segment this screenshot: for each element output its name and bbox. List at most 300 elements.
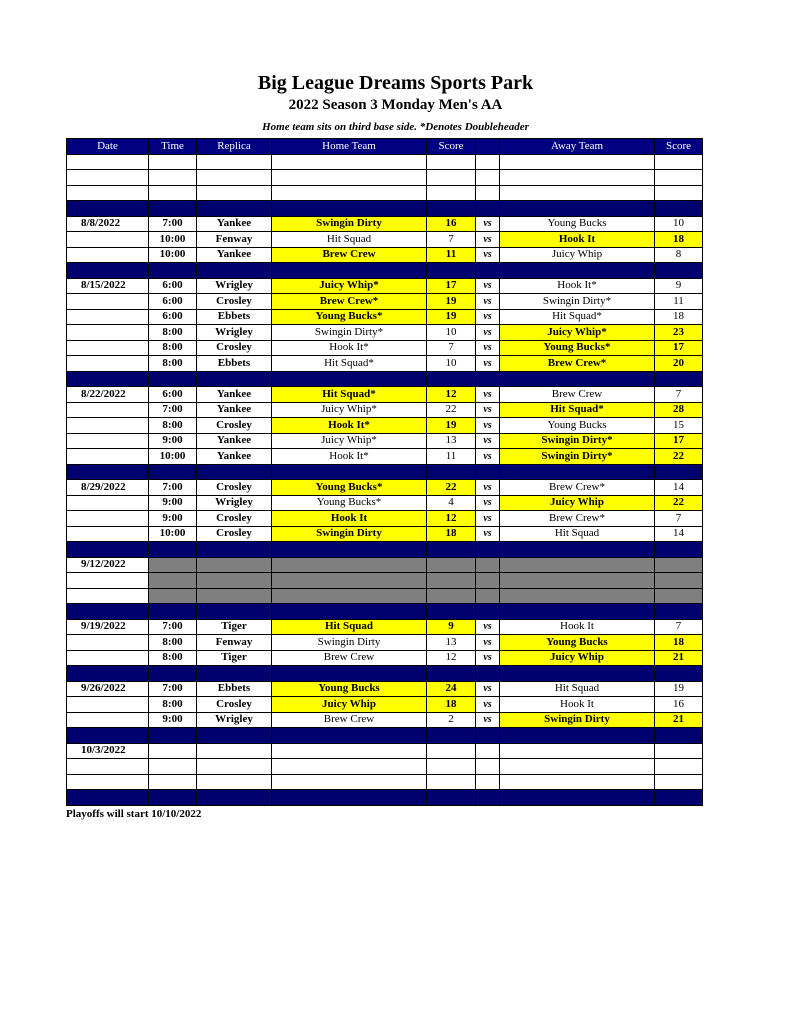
time-cell: 8:00 [149, 418, 197, 434]
replica-cell [197, 263, 272, 279]
date-cell [67, 185, 149, 201]
time-cell: 7:00 [149, 619, 197, 635]
away-score-cell: 15 [655, 418, 703, 434]
date-cell [67, 774, 149, 790]
home-team-cell [272, 201, 427, 217]
time-cell: 7:00 [149, 480, 197, 496]
game-row [67, 340, 703, 356]
home-team-cell: Hit Squad [272, 232, 427, 248]
week-separator-row [67, 464, 703, 480]
home-score-cell [427, 371, 476, 387]
away-team-cell [500, 774, 655, 790]
time-cell [149, 604, 197, 620]
replica-cell: Tiger [197, 650, 272, 666]
away-team-cell [500, 542, 655, 558]
away-team-cell: Hit Squad [500, 681, 655, 697]
home-team-cell [272, 774, 427, 790]
home-score-cell [427, 759, 476, 775]
date-cell [67, 790, 149, 806]
away-team-cell [500, 371, 655, 387]
empty-row [67, 154, 703, 170]
replica-cell [197, 774, 272, 790]
home-score-cell: 19 [427, 294, 476, 310]
away-team-cell: Brew Crew* [500, 511, 655, 527]
away-score-cell: 14 [655, 480, 703, 496]
home-score-cell: 11 [427, 449, 476, 465]
home-team-cell [272, 728, 427, 744]
game-row [67, 650, 703, 666]
date-cell [67, 573, 149, 589]
replica-cell: Wrigley [197, 325, 272, 341]
game-row [67, 511, 703, 527]
home-team-cell: Brew Crew [272, 712, 427, 728]
date-cell: 8/15/2022 [67, 278, 149, 294]
time-cell [149, 263, 197, 279]
away-score-cell [655, 588, 703, 604]
home-score-cell [427, 201, 476, 217]
replica-cell: Yankee [197, 449, 272, 465]
home-score-cell [427, 573, 476, 589]
time-cell: 10:00 [149, 247, 197, 263]
away-team-cell: Hook It* [500, 278, 655, 294]
away-score-cell [655, 185, 703, 201]
home-score-cell [427, 557, 476, 573]
home-team-cell: Hook It [272, 511, 427, 527]
replica-cell [197, 743, 272, 759]
time-cell: 10:00 [149, 449, 197, 465]
away-score-cell: 19 [655, 681, 703, 697]
home-score-cell [427, 790, 476, 806]
home-score-cell: 22 [427, 402, 476, 418]
time-cell [149, 666, 197, 682]
date-cell [67, 433, 149, 449]
away-team-cell [500, 185, 655, 201]
date-cell [67, 511, 149, 527]
away-team-cell [500, 154, 655, 170]
week-separator-row [67, 604, 703, 620]
home-team-cell: Brew Crew [272, 247, 427, 263]
vs-cell: vs [476, 511, 500, 527]
game-row [67, 309, 703, 325]
vs-cell: vs [476, 697, 500, 713]
page-title: Big League Dreams Sports Park [257, 72, 534, 94]
away-team-cell: Swingin Dirty* [500, 433, 655, 449]
date-cell [67, 154, 149, 170]
away-team-cell: Juicy Whip [500, 650, 655, 666]
home-score-cell: 12 [427, 387, 476, 403]
away-team-cell [500, 790, 655, 806]
vs-cell: vs [476, 635, 500, 651]
date-cell [67, 666, 149, 682]
time-cell [149, 464, 197, 480]
away-team-cell: Young Bucks [500, 635, 655, 651]
vs-cell: vs [476, 216, 500, 232]
home-team-cell: Hit Squad [272, 619, 427, 635]
date-cell: 10/3/2022 [67, 743, 149, 759]
game-row [67, 402, 703, 418]
date-cell: 9/26/2022 [67, 681, 149, 697]
vs-cell: vs [476, 681, 500, 697]
game-row [67, 697, 703, 713]
vs-cell [476, 185, 500, 201]
home-score-cell: 24 [427, 681, 476, 697]
column-header-replica: Replica [197, 139, 272, 155]
home-score-cell: 11 [427, 247, 476, 263]
away-team-cell [500, 573, 655, 589]
week-separator-row [67, 371, 703, 387]
home-team-cell: Young Bucks [272, 681, 427, 697]
home-team-cell [272, 170, 427, 186]
home-team-cell: Juicy Whip* [272, 402, 427, 418]
away-score-cell: 22 [655, 449, 703, 465]
date-cell [67, 650, 149, 666]
vs-cell: vs [476, 309, 500, 325]
time-cell [149, 573, 197, 589]
time-cell: 10:00 [149, 526, 197, 542]
away-score-cell: 7 [655, 387, 703, 403]
home-score-cell: 7 [427, 340, 476, 356]
away-score-cell: 21 [655, 712, 703, 728]
away-score-cell: 7 [655, 511, 703, 527]
vs-cell: vs [476, 294, 500, 310]
vs-cell [476, 371, 500, 387]
time-cell [149, 759, 197, 775]
home-score-cell [427, 666, 476, 682]
home-score-cell: 18 [427, 526, 476, 542]
home-team-cell: Swingin Dirty* [272, 325, 427, 341]
away-team-cell [500, 557, 655, 573]
home-team-cell: Hook It* [272, 418, 427, 434]
away-team-cell: Brew Crew* [500, 356, 655, 372]
date-cell [67, 170, 149, 186]
away-score-cell: 17 [655, 433, 703, 449]
page-subtitle: 2022 Season 3 Monday Men's AA [288, 97, 503, 113]
away-team-cell: Hit Squad [500, 526, 655, 542]
away-team-cell: Hook It [500, 619, 655, 635]
away-team-cell [500, 263, 655, 279]
home-score-cell [427, 464, 476, 480]
away-score-cell: 11 [655, 294, 703, 310]
time-cell: 6:00 [149, 309, 197, 325]
game-row [67, 325, 703, 341]
date-cell [67, 759, 149, 775]
time-cell: 8:00 [149, 356, 197, 372]
vs-cell [476, 573, 500, 589]
date-cell [67, 309, 149, 325]
week-separator-row [67, 666, 703, 682]
date-cell [67, 418, 149, 434]
time-cell: 9:00 [149, 712, 197, 728]
away-team-cell [500, 728, 655, 744]
home-score-cell: 19 [427, 309, 476, 325]
away-team-cell [500, 743, 655, 759]
replica-cell [197, 154, 272, 170]
time-cell [149, 154, 197, 170]
column-header-away-team: Away Team [500, 139, 655, 155]
time-cell: 8:00 [149, 325, 197, 341]
time-cell: 8:00 [149, 635, 197, 651]
home-team-cell: Hit Squad* [272, 356, 427, 372]
home-team-cell: Hit Squad* [272, 387, 427, 403]
away-score-cell [655, 170, 703, 186]
column-header-vs [476, 139, 500, 155]
vs-cell: vs [476, 278, 500, 294]
vs-cell: vs [476, 619, 500, 635]
replica-cell [197, 728, 272, 744]
away-team-cell: Young Bucks [500, 418, 655, 434]
away-team-cell: Swingin Dirty* [500, 294, 655, 310]
away-score-cell: 16 [655, 697, 703, 713]
away-team-cell: Young Bucks [500, 216, 655, 232]
home-score-cell: 12 [427, 511, 476, 527]
replica-cell: Tiger [197, 619, 272, 635]
away-team-cell [500, 759, 655, 775]
away-score-cell: 23 [655, 325, 703, 341]
home-team-cell: Hook It* [272, 340, 427, 356]
replica-cell [197, 588, 272, 604]
home-team-cell: Brew Crew* [272, 294, 427, 310]
home-team-cell: Juicy Whip* [272, 433, 427, 449]
date-cell [67, 697, 149, 713]
home-score-cell [427, 604, 476, 620]
game-row [67, 712, 703, 728]
date-cell: 8/29/2022 [67, 480, 149, 496]
away-score-cell [655, 371, 703, 387]
date-cell [67, 464, 149, 480]
away-team-cell: Brew Crew [500, 387, 655, 403]
time-cell: 7:00 [149, 216, 197, 232]
time-cell: 10:00 [149, 232, 197, 248]
away-score-cell: 28 [655, 402, 703, 418]
home-score-cell: 9 [427, 619, 476, 635]
time-cell: 7:00 [149, 402, 197, 418]
home-team-cell: Young Bucks* [272, 309, 427, 325]
away-team-cell: Juicy Whip [500, 495, 655, 511]
replica-cell [197, 464, 272, 480]
home-team-cell: Swingin Dirty [272, 635, 427, 651]
home-score-cell: 13 [427, 433, 476, 449]
home-score-cell [427, 154, 476, 170]
home-score-cell [427, 774, 476, 790]
cancelled-row [67, 557, 703, 573]
away-team-cell: Swingin Dirty* [500, 449, 655, 465]
replica-cell: Wrigley [197, 495, 272, 511]
table-header-row [67, 139, 703, 155]
vs-cell: vs [476, 340, 500, 356]
home-team-cell [272, 666, 427, 682]
away-score-cell [655, 464, 703, 480]
away-score-cell [655, 759, 703, 775]
home-score-cell [427, 185, 476, 201]
empty-row [67, 774, 703, 790]
vs-cell [476, 728, 500, 744]
away-score-cell [655, 154, 703, 170]
replica-cell [197, 759, 272, 775]
home-team-cell [272, 464, 427, 480]
week-separator-row [67, 201, 703, 217]
vs-cell [476, 170, 500, 186]
away-team-cell [500, 666, 655, 682]
vs-cell: vs [476, 495, 500, 511]
replica-cell: Yankee [197, 216, 272, 232]
home-team-cell: Swingin Dirty [272, 216, 427, 232]
away-score-cell: 9 [655, 278, 703, 294]
game-row [67, 526, 703, 542]
game-row [67, 433, 703, 449]
home-team-cell: Swingin Dirty [272, 526, 427, 542]
column-header-away-score: Score [655, 139, 703, 155]
away-score-cell: 20 [655, 356, 703, 372]
week-separator-row [67, 790, 703, 806]
date-cell [67, 325, 149, 341]
home-team-cell [272, 604, 427, 620]
home-score-cell [427, 170, 476, 186]
date-cell [67, 402, 149, 418]
replica-cell: Yankee [197, 387, 272, 403]
away-score-cell [655, 666, 703, 682]
vs-cell [476, 790, 500, 806]
home-team-cell [272, 154, 427, 170]
home-team-cell [272, 588, 427, 604]
column-header-home-team: Home Team [272, 139, 427, 155]
replica-cell: Yankee [197, 247, 272, 263]
replica-cell: Yankee [197, 433, 272, 449]
away-score-cell: 18 [655, 232, 703, 248]
replica-cell [197, 201, 272, 217]
replica-cell [197, 557, 272, 573]
time-cell: 9:00 [149, 433, 197, 449]
replica-cell: Yankee [197, 402, 272, 418]
vs-cell: vs [476, 247, 500, 263]
date-cell: 9/19/2022 [67, 619, 149, 635]
time-cell: 6:00 [149, 278, 197, 294]
game-row [67, 278, 703, 294]
vs-cell: vs [476, 650, 500, 666]
vs-cell [476, 542, 500, 558]
time-cell: 7:00 [149, 681, 197, 697]
replica-cell: Crosley [197, 418, 272, 434]
date-cell [67, 356, 149, 372]
replica-cell [197, 170, 272, 186]
game-row [67, 247, 703, 263]
replica-cell: Wrigley [197, 278, 272, 294]
time-cell [149, 170, 197, 186]
away-score-cell: 14 [655, 526, 703, 542]
game-row [67, 294, 703, 310]
home-team-cell: Hook It* [272, 449, 427, 465]
away-team-cell: Swingin Dirty [500, 712, 655, 728]
vs-cell [476, 774, 500, 790]
week-separator-row [67, 542, 703, 558]
away-score-cell [655, 774, 703, 790]
replica-cell [197, 185, 272, 201]
away-team-cell: Juicy Whip [500, 247, 655, 263]
replica-cell: Crosley [197, 294, 272, 310]
away-score-cell [655, 743, 703, 759]
vs-cell [476, 604, 500, 620]
away-score-cell [655, 542, 703, 558]
home-team-cell [272, 557, 427, 573]
game-row [67, 387, 703, 403]
date-cell: 8/22/2022 [67, 387, 149, 403]
vs-cell [476, 666, 500, 682]
home-team-cell [272, 263, 427, 279]
empty-row [67, 185, 703, 201]
away-score-cell: 7 [655, 619, 703, 635]
column-header-date: Date [67, 139, 149, 155]
away-team-cell: Young Bucks* [500, 340, 655, 356]
replica-cell: Crosley [197, 340, 272, 356]
time-cell: 6:00 [149, 294, 197, 310]
home-team-cell [272, 542, 427, 558]
away-score-cell: 17 [655, 340, 703, 356]
replica-cell: Crosley [197, 697, 272, 713]
replica-cell: Wrigley [197, 712, 272, 728]
home-score-cell: 10 [427, 325, 476, 341]
away-score-cell: 18 [655, 635, 703, 651]
vs-cell: vs [476, 232, 500, 248]
away-score-cell [655, 263, 703, 279]
home-team-cell: Young Bucks* [272, 495, 427, 511]
vs-cell [476, 743, 500, 759]
away-score-cell: 21 [655, 650, 703, 666]
date-cell [67, 263, 149, 279]
vs-cell [476, 759, 500, 775]
replica-cell: Ebbets [197, 681, 272, 697]
cancelled-row [67, 573, 703, 589]
away-team-cell: Juicy Whip* [500, 325, 655, 341]
away-team-cell: Hook It [500, 232, 655, 248]
home-score-cell [427, 263, 476, 279]
vs-cell: vs [476, 387, 500, 403]
replica-cell [197, 371, 272, 387]
away-score-cell [655, 201, 703, 217]
home-team-cell: Young Bucks* [272, 480, 427, 496]
week-separator-row [67, 728, 703, 744]
home-score-cell: 10 [427, 356, 476, 372]
away-score-cell: 10 [655, 216, 703, 232]
time-cell: 9:00 [149, 495, 197, 511]
vs-cell: vs [476, 526, 500, 542]
replica-cell [197, 542, 272, 558]
away-score-cell: 8 [655, 247, 703, 263]
away-team-cell [500, 604, 655, 620]
home-score-cell [427, 743, 476, 759]
game-row [67, 619, 703, 635]
empty-row [67, 743, 703, 759]
time-cell: 6:00 [149, 387, 197, 403]
date-cell: 9/12/2022 [67, 557, 149, 573]
time-cell [149, 185, 197, 201]
time-cell [149, 371, 197, 387]
vs-cell [476, 201, 500, 217]
game-row [67, 216, 703, 232]
home-team-cell [272, 573, 427, 589]
cancelled-row [67, 588, 703, 604]
date-cell [67, 728, 149, 744]
game-row [67, 681, 703, 697]
away-score-cell [655, 604, 703, 620]
date-cell [67, 604, 149, 620]
replica-cell [197, 604, 272, 620]
away-score-cell: 22 [655, 495, 703, 511]
home-score-cell: 7 [427, 232, 476, 248]
time-cell [149, 728, 197, 744]
away-score-cell [655, 728, 703, 744]
home-score-cell: 16 [427, 216, 476, 232]
date-cell [67, 371, 149, 387]
vs-cell: vs [476, 356, 500, 372]
